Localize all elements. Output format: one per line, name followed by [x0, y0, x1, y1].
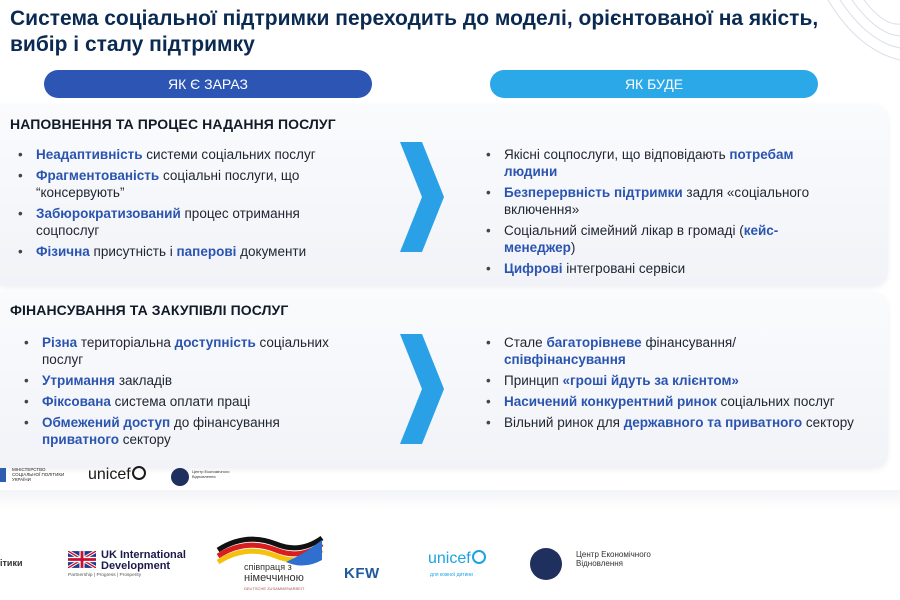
- item-text: документи: [236, 244, 307, 259]
- item-text: Якісні соцпослуги, що відповідають: [504, 147, 730, 162]
- future-state-list: [484, 146, 844, 281]
- list-item: [484, 334, 856, 368]
- highlighted-text: Обмежений доступ: [42, 415, 171, 430]
- highlighted-text: Забюрократизований: [36, 206, 181, 221]
- ministry-logo-text: МІНІСТЕРСТВО СОЦІАЛЬНОЇ ПОЛІТИКИ УКРАЇНИ: [12, 467, 65, 482]
- uk-development-logo: [101, 550, 186, 572]
- uk-dev-line-1: UK International: [101, 549, 186, 561]
- germany-coop-line-2: німеччиною: [244, 572, 304, 584]
- highlighted-text: Фіксована: [42, 394, 111, 409]
- item-text: до фінансування: [170, 415, 280, 430]
- list-item: [16, 205, 366, 239]
- uk-flag-icon: [68, 551, 96, 568]
- unicef-logo-large: [428, 550, 486, 568]
- list-item: [484, 184, 844, 218]
- item-text: система оплати праці: [110, 394, 251, 409]
- item-text: соціальних послуг: [716, 394, 835, 409]
- highlighted-text: державного та приватного: [623, 415, 803, 430]
- item-text: сектору: [119, 432, 171, 447]
- slide-title: Система соціальної підтримки переходить до моделі, орієнтованої на якість, вибір і сталу підтримку: [10, 7, 819, 56]
- item-text: соціальні послуги, що “консервують”: [36, 168, 300, 200]
- cer-logo-text: Центр Економічного Відновлення: [192, 469, 230, 479]
- list-item: [484, 414, 856, 431]
- uk-dev-line-2: Development: [101, 560, 171, 572]
- unicef-globe-icon: [472, 550, 486, 564]
- current-state-list: [16, 146, 366, 264]
- item-text: системи соціальних послуг: [142, 147, 316, 162]
- highlighted-text: багаторівневе: [546, 335, 642, 350]
- future-state-list: [484, 334, 856, 435]
- highlighted-text: паперові: [176, 244, 237, 259]
- highlighted-text: співфінансування: [504, 352, 626, 367]
- list-item: [22, 372, 342, 389]
- item-text: присутність і: [89, 244, 177, 259]
- partner-cut-text: ітики: [0, 558, 23, 568]
- section-heading: НАПОВНЕННЯ ТА ПРОЦЕС НАДАННЯ ПОСЛУГ: [10, 116, 336, 132]
- item-text: закладів: [115, 373, 173, 388]
- list-item: [484, 393, 856, 410]
- item-text: Принцип: [504, 373, 563, 388]
- list-item: [22, 393, 342, 410]
- germany-coop-line-3: DEUTSCHE ZUSAMMENARBEIT: [244, 586, 305, 591]
- kfw-logo: KFW: [344, 565, 380, 582]
- cer-logo-icon: [530, 548, 562, 580]
- chevron-right-icon: [398, 334, 446, 444]
- highlighted-text: приватного: [42, 432, 120, 447]
- germany-coop-line-1: співпраця з: [244, 562, 292, 572]
- list-item: [22, 414, 342, 448]
- list-item: [484, 260, 844, 277]
- column-label-now: ЯК Є ЗАРАЗ: [44, 70, 372, 98]
- highlighted-text: потребам людини: [504, 147, 794, 179]
- list-item: [484, 222, 844, 256]
- unicef-tagline: для кожної дитини: [430, 572, 473, 578]
- cer-logo-icon: [171, 468, 189, 486]
- unicef-wordmark: unicef: [428, 550, 471, 567]
- item-text: інтегровані сервіси: [562, 261, 686, 276]
- list-item: [16, 243, 366, 260]
- item-text: Стале: [504, 335, 547, 350]
- item-text: Соціальний сімейний лікар в громаді (: [504, 223, 744, 238]
- item-text: задля «соціального включення»: [504, 185, 810, 217]
- list-item: [16, 146, 366, 163]
- highlighted-text: Фрагментованість: [36, 168, 160, 183]
- item-text: Вільний ринок для: [504, 415, 624, 430]
- item-text: територіальна: [77, 335, 175, 350]
- cer-logo-text: Центр Економічного Відновлення: [576, 550, 651, 568]
- chevron-right-icon: [398, 142, 446, 252]
- highlighted-text: Утримання: [42, 373, 116, 388]
- highlighted-text: кейс-менеджер: [504, 223, 779, 255]
- ministry-emblem-icon: [0, 468, 6, 482]
- highlighted-text: Різна: [42, 335, 78, 350]
- list-item: [484, 372, 856, 389]
- highlighted-text: Безперервність підтримки: [504, 185, 683, 200]
- list-item: [16, 167, 366, 201]
- highlighted-text: Цифрові: [504, 261, 563, 276]
- item-text: соціальних послуг: [42, 335, 329, 367]
- unicef-globe-icon: [132, 466, 146, 480]
- uk-dev-tagline: Partnership | Progress | Prosperity: [68, 573, 142, 578]
- highlighted-text: Фізична: [36, 244, 90, 259]
- item-text: фінансування/: [641, 335, 736, 350]
- highlighted-text: доступність: [174, 335, 256, 350]
- unicef-wordmark: unicef: [88, 466, 131, 483]
- divider: [0, 490, 900, 510]
- item-text: процес отримання соцпослуг: [36, 206, 300, 238]
- section-panel-financing: [0, 292, 888, 468]
- highlighted-text: «гроші йдуть за клієнтом»: [562, 373, 739, 388]
- section-heading: ФІНАНСУВАННЯ ТА ЗАКУПІВЛІ ПОСЛУГ: [10, 302, 289, 318]
- list-item: [484, 146, 844, 180]
- item-text: ): [570, 240, 576, 255]
- unicef-logo-small: [88, 466, 146, 484]
- highlighted-text: Неадаптивність: [36, 147, 143, 162]
- highlighted-text: Насичений конкурентний ринок: [504, 394, 717, 409]
- column-label-will: ЯК БУДЕ: [490, 70, 818, 98]
- list-item: [22, 334, 342, 368]
- current-state-list: [22, 334, 342, 452]
- section-panel-services: [0, 104, 888, 286]
- item-text: сектору: [802, 415, 854, 430]
